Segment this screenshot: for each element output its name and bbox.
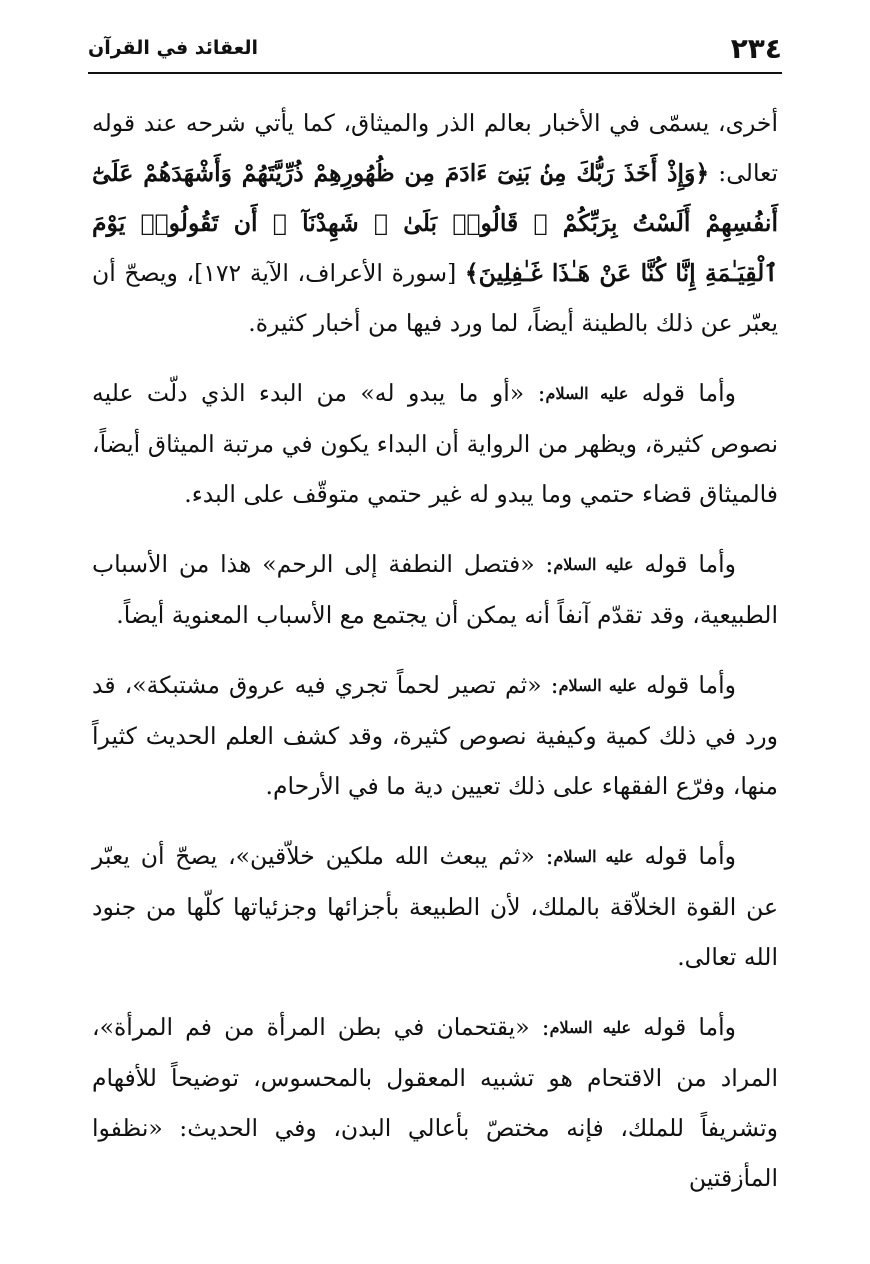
- paragraph-1-text-a: أخرى، يسمّى في الأخبار بعالم الذر والميثاق، كما يأتي شرحه عند قوله تعالى:: [92, 109, 778, 187]
- honorific-glyph: عليه السلام: [553, 847, 634, 866]
- paragraph-6-text: : «يقتحمان في بطن المرأة من فم المرأة»، المراد من الاقتحام هو تشبيه المعقول بالمحسوس، توضيحاً للأفهام وتشريفاً للملك، فإنه مختصّ بأعالي البدن، وفي الحديث: «نظفوا المأزقتين: [92, 1013, 778, 1192]
- paragraph-3-lead: وأما قوله: [633, 550, 736, 578]
- paragraph-2-text: : «أو ما يبدو له» من البدء الذي دلّت عليه نصوص كثيرة، ويظهر من الرواية أن البداء يكون في مرتبة الميثاق أيضاً، فالميثاق قضاء حتمي وما يبدو له غير حتمي متوقّف على البدء.: [92, 379, 778, 508]
- surah-reference: [سورة الأعراف، الآية ١٧٢]: [194, 259, 465, 287]
- honorific-glyph: عليه السلام: [549, 1018, 632, 1037]
- paragraph-1-text-b: ، ويصحّ أن يعبّر عن ذلك بالطينة أيضاً، لما ورد فيها من أخبار كثيرة.: [92, 259, 778, 337]
- paragraph-3-text: : «فتصل النطفة إلى الرحم» هذا من الأسباب الطبيعية، وقد تقدّم آنفاً أنه يمكن أن يجتمع مع الأسباب المعنوية أيضاً.: [92, 550, 778, 629]
- honorific-glyph: عليه السلام: [545, 384, 629, 403]
- page-header: [88, 28, 782, 68]
- paragraph-3: [92, 539, 778, 640]
- paragraph-1: [92, 98, 778, 348]
- paragraph-2: [92, 368, 778, 519]
- paragraph-6: [92, 1002, 778, 1203]
- paragraph-4-lead: وأما قوله: [637, 671, 736, 699]
- paragraph-5-text: : «ثم يبعث الله ملكين خلاّقين»، يصحّ أن يعبّر عن القوة الخلاّقة بالملك، لأن الطبيعة بأجزائها وجزئياتها كلّها من جنود الله تعالى.: [92, 842, 778, 971]
- honorific-glyph: عليه السلام: [558, 676, 638, 695]
- paragraph-4: [92, 660, 778, 811]
- paragraph-4-text: : «ثم تصير لحماً تجري فيه عروق مشتبكة»، قد ورد في ذلك كمية وكيفية نصوص كثيرة، وقد كشف العلم الحديث كثيراً منها، وفرّع الفقهاء على ذلك تعيين دية ما في الأرحام.: [92, 671, 778, 800]
- body-text: [92, 98, 778, 1223]
- page-number: ٢٣٤: [730, 31, 782, 65]
- header-divider: [88, 72, 782, 74]
- paragraph-5-lead: وأما قوله: [633, 842, 736, 870]
- paragraph-5: [92, 831, 778, 982]
- honorific-glyph: عليه السلام: [553, 555, 634, 574]
- running-title: العقائد في القرآن: [88, 37, 259, 59]
- quran-verse: ﴿وَإِذْ أَخَذَ رَبُّكَ مِنۢ بَنِىٓ ءَادَمَ مِن ظُهُورِهِمْ ذُرِّيَّتَهُمْ وَأَشْهَدَهُمْ عَلَىٰٓ أَنفُسِهِمْ أَلَسْتُ بِرَبِّكُمْ ۖ قَالُوا۟ بَلَىٰ ۛ شَهِدْنَآ ۛ أَن تَقُولُوا۟ يَوْمَ ٱلْقِيَـٰمَةِ إِنَّا كُنَّا عَنْ هَـٰذَا غَـٰفِلِينَ﴾: [92, 159, 779, 287]
- paragraph-2-lead: وأما قوله: [628, 379, 737, 407]
- paragraph-6-lead: وأما قوله: [631, 1013, 736, 1041]
